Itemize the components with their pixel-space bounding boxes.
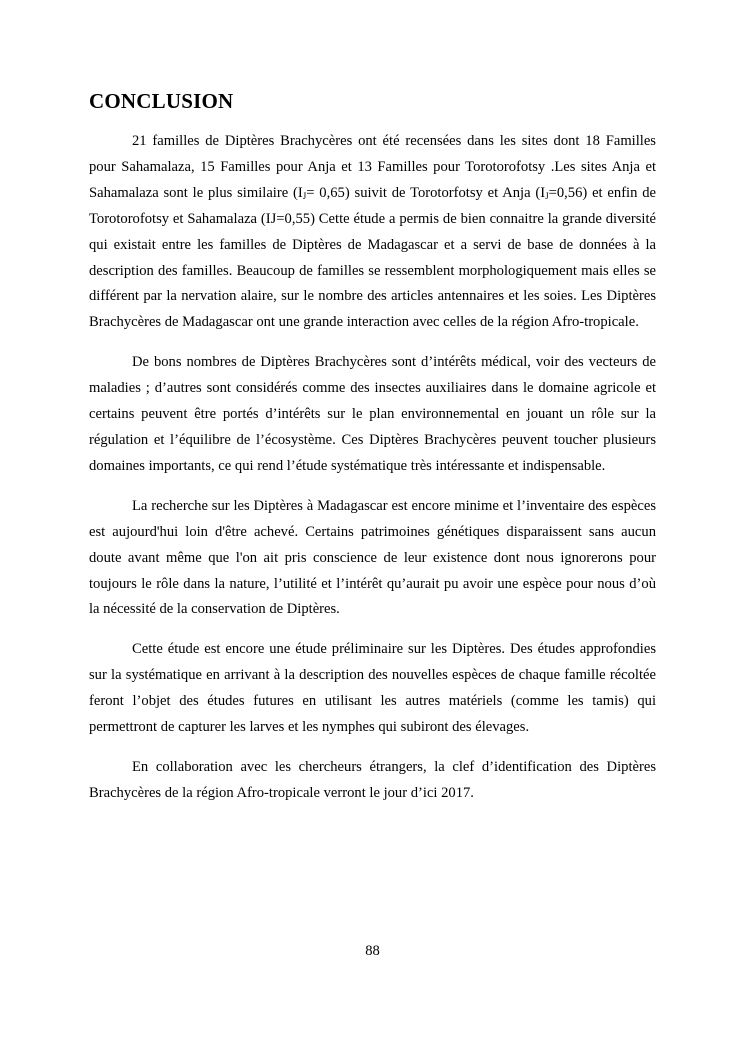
paragraph-1-text-b: = 0,65) suivit de Torotorfotsy et Anja (I <box>306 184 546 201</box>
paragraph-1 <box>89 129 656 336</box>
paragraph-2: De bons nombres de Diptères Brachycères sont d’intérêts médical, voir des vecteurs de maladies ; d’autres sont considérés comme des insectes auxiliaires dans le domaine agricole et certains peuvent être portés d’intérêts sur le plan environnemental en jouant un rôle sur la régulation et l’équilibre de l’écosystème. Ces Diptères Brachycères peuvent toucher plusieurs domaines importants, ce qui rend l’étude systématique très intéressante et indispensable. <box>89 354 656 474</box>
paragraph-1-text-c: =0,56) et enfin de Torotorofotsy et Sahamalaza (IJ=0,55) Cette étude a permis de bien connaitre la grande diversité qui existait entre les familles de Diptères de Madagascar et a servi de base de données à la description des familles. Beaucoup de familles se ressemblent morphologiquement mais elles se différent par la nervation alaire, sur le nombre des articles antennaires et les soies. Les Diptères Brachycères de Madagascar ont une grande interaction avec celles de la région Afro-tropicale. <box>89 184 656 331</box>
paragraph-5: En collaboration avec les chercheurs étrangers, la clef d’identification des Diptères Brachycères de la région Afro-tropicale verront le jour d’ici 2017. <box>89 758 656 801</box>
paragraph-4: Cette étude est encore une étude préliminaire sur les Diptères. Des études approfondies sur la systématique en arrivant à la description des nouvelles espèces de chaque famille récoltée feront l’objet des études futures en utilisant les autres matériels (comme les tamis) qui permettront de capturer les larves et les nymphes qui subiront des élevages. <box>89 641 656 736</box>
page-content <box>89 86 656 807</box>
jaccard-subscript-2: J <box>545 190 549 201</box>
section-heading: CONCLUSION <box>89 89 234 113</box>
page-number: 88 <box>365 943 380 959</box>
paragraph-1-text-a: 21 familles de Diptères Brachycères ont été recensées dans les sites dont 18 Familles pour Sahamalaza, 15 Familles pour Anja et 13 Familles pour Torotorofotsy .Les sites Anja et Sahamalaza sont le plus similaire (I <box>89 133 656 201</box>
paragraph-3: La recherche sur les Diptères à Madagascar est encore minime et l’inventaire des espèces est aujourd'hui loin d'être achevé. Certains patrimoines génétiques disparaissent sans aucun doute avant même que l'on ait pris conscience de leur existence dont nous ignorerons pour toujours le rôle dans la nature, l’utilité et l’intérêt qu’aurait pu avoir une espèce pour nous d’où la nécessité de la conservation de Diptères. <box>89 497 656 618</box>
jaccard-subscript-1: J <box>302 190 307 201</box>
